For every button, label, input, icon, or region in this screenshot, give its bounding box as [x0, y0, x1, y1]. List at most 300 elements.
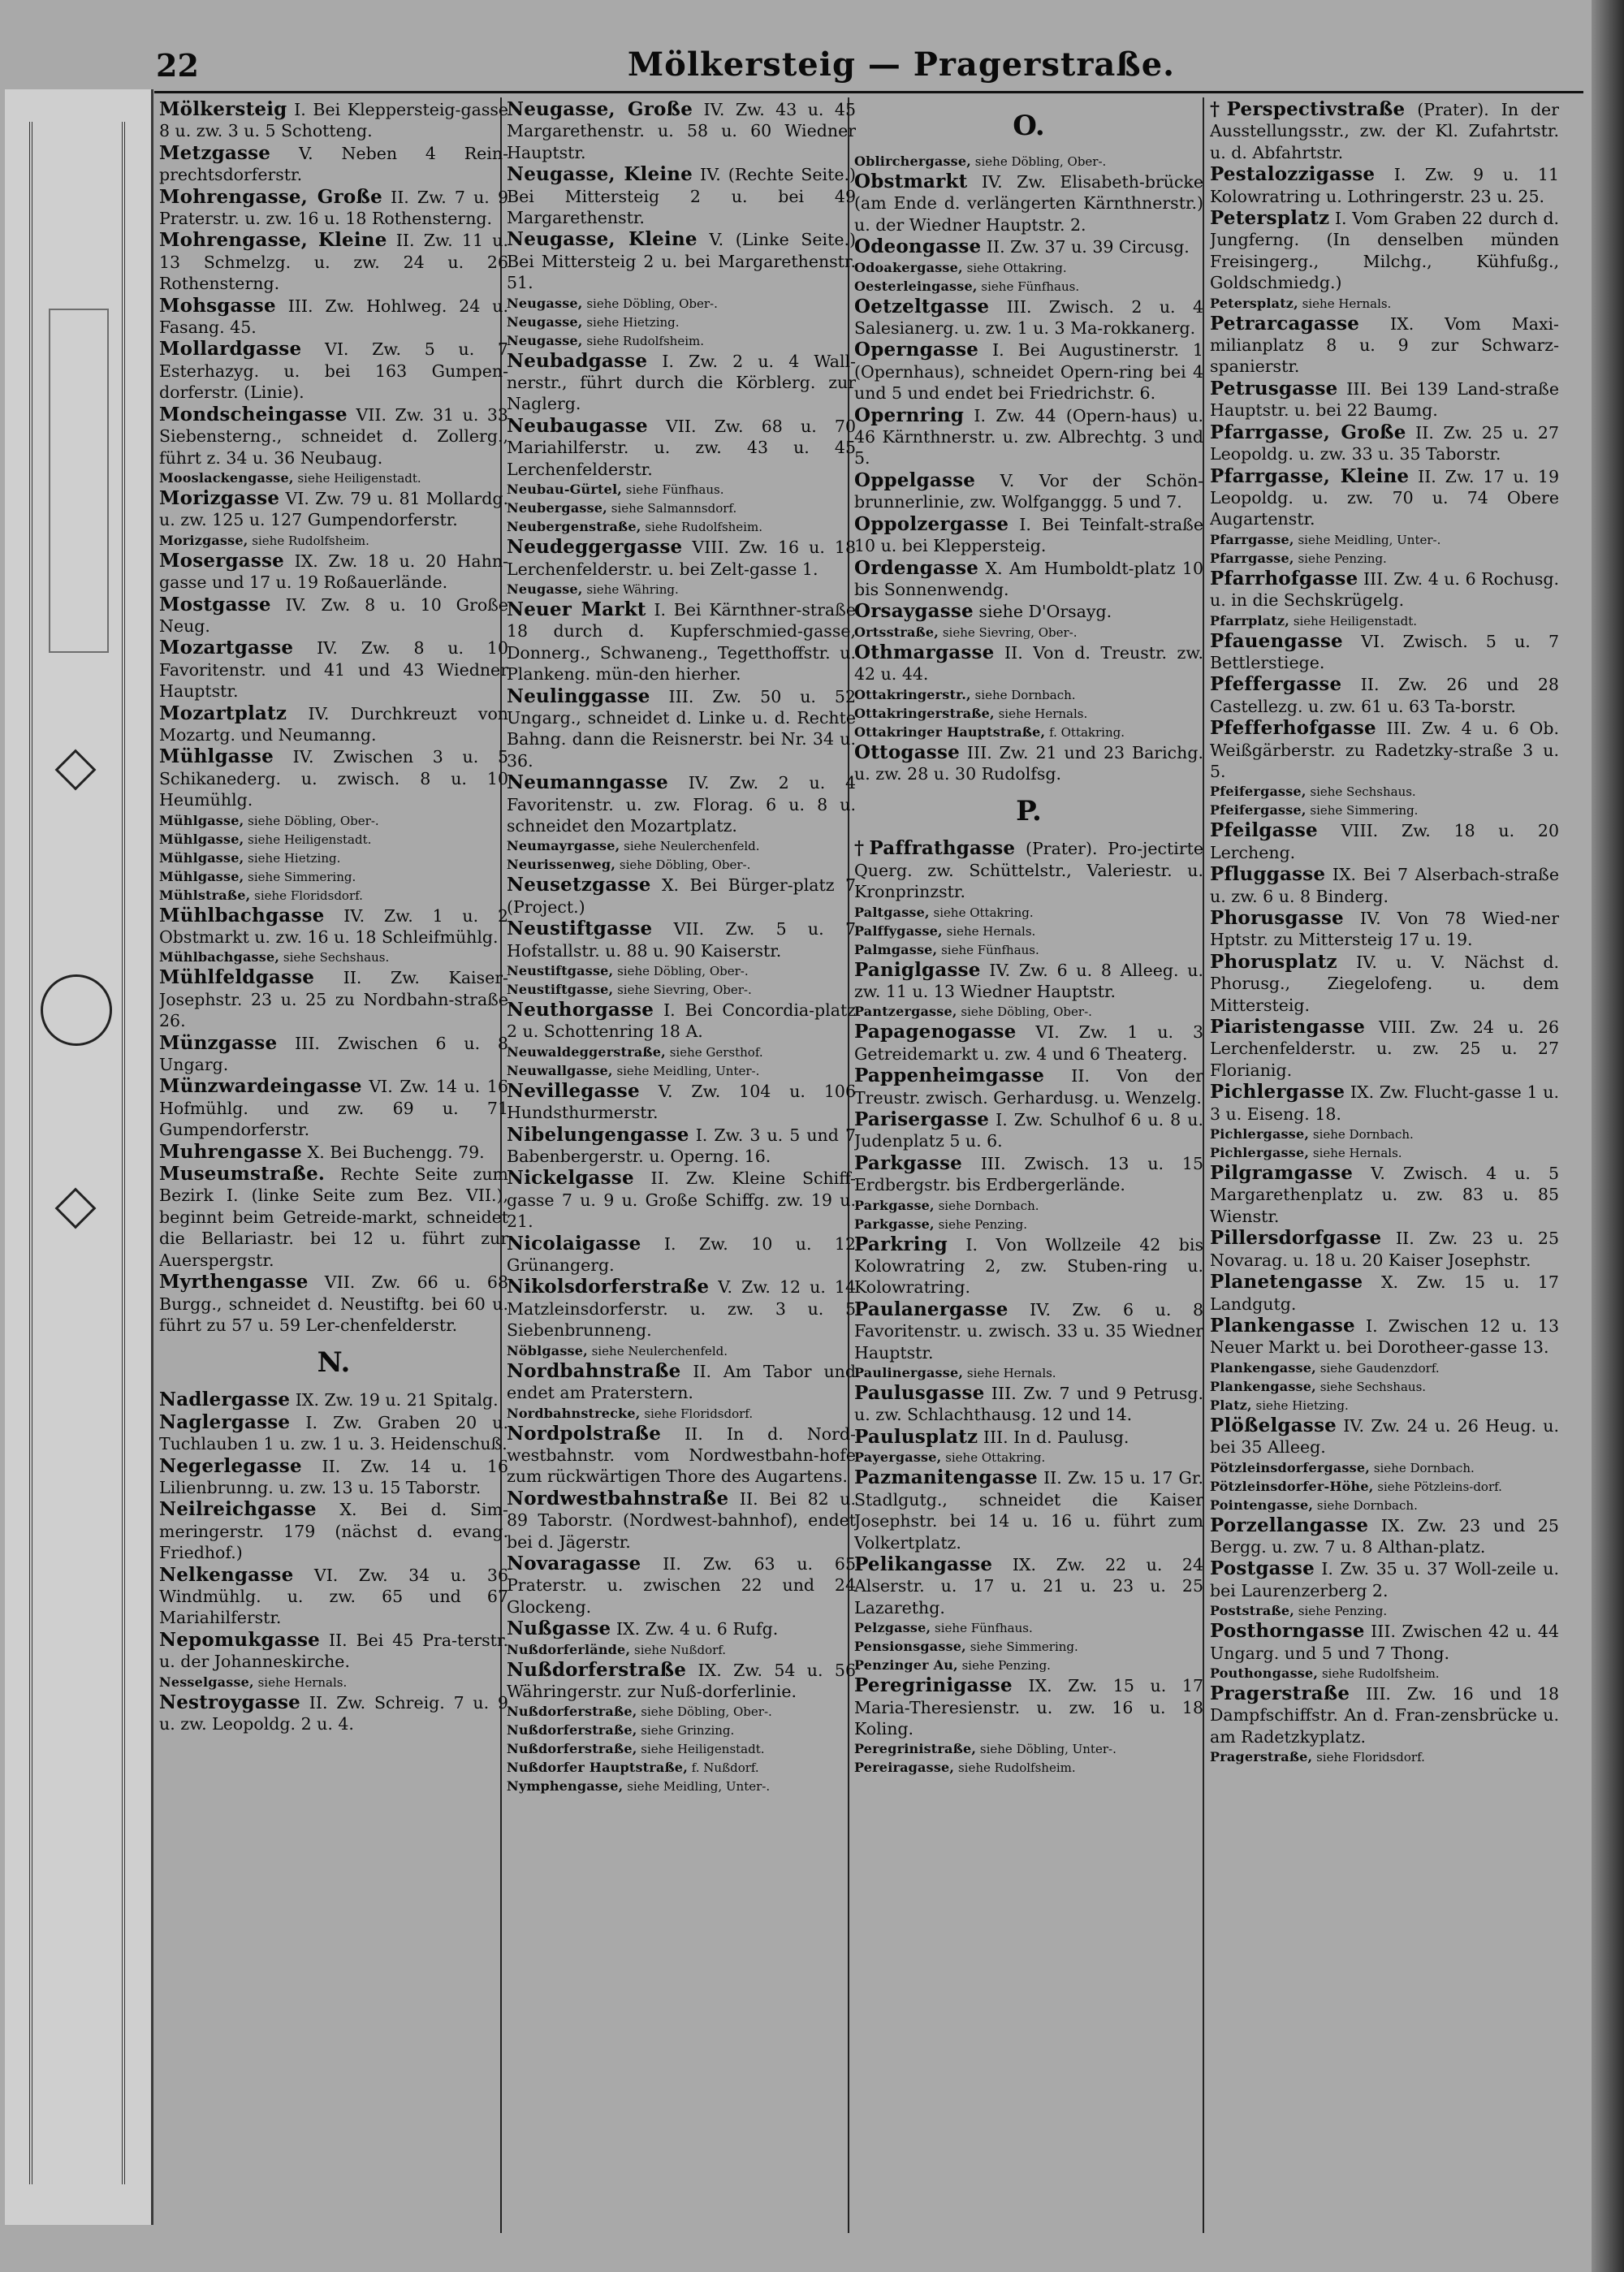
street-name: Postgasse [1210, 1557, 1315, 1580]
street-entry [854, 236, 1203, 257]
street-name: Palmgasse, [854, 941, 938, 957]
street-description: siehe Meidling, Unter-. [616, 1063, 760, 1078]
street-entry [1210, 99, 1559, 163]
street-name: Münzgasse [159, 1031, 278, 1054]
street-description: III. Zw. 4 u. 6 Rochusg. u. in die Sechskrügelg. [1210, 568, 1559, 611]
cross-reference-entry [1210, 1378, 1559, 1396]
street-description: I. Zw. 3 u. 5 und 7 Babenbergerstr. u. Operng. 16. [507, 1125, 856, 1167]
street-description: V. Zwisch. 4 u. 5 Margarethenplatz u. zw. 83 u. 85 Wienstr. [1210, 1164, 1559, 1226]
page-number: 22 [156, 47, 199, 84]
cross-reference-entry [1210, 801, 1559, 819]
street-name: Mohsgasse [159, 294, 276, 317]
header-rule [154, 91, 1583, 93]
street-description: III. Zw. 4 u. 6 Ob. Weißgärberstr. zu Radetzky-straße 3 u. 5. [1210, 719, 1559, 781]
column-3 [854, 99, 1203, 2227]
street-name: Opernring [854, 404, 965, 426]
street-description: siehe Dornbach. [1312, 1127, 1414, 1142]
street-description: siehe Pötzleins-dorf. [1377, 1479, 1502, 1494]
street-description: IV. Zw. 2 u. 4 Favoritenstr. u. zw. Florag. 6 u. 8 u. schneidet den Mozartplatz. [507, 773, 856, 836]
cross-reference-entry [507, 313, 856, 331]
street-description: II. Zw. 15 u. 17 Gr. Stadlgutg., schneidet die Kaiser Josephstr. bei 14 u. 16 u. führt zum Volkertplatz. [854, 1468, 1203, 1553]
street-name: Pelzgasse, [854, 1620, 931, 1636]
street-entry [159, 1389, 508, 1410]
street-entry [1210, 1228, 1559, 1271]
street-entry [507, 1488, 856, 1553]
street-name: Pappenheimgasse [854, 1065, 1045, 1087]
street-description: siehe Grinzing. [641, 1723, 735, 1739]
street-description: I. Von Wollzeile 42 bis Kolowratring 2, zw. Stuben-ring u. Kolowratring. [854, 1234, 1203, 1298]
street-name: Pragerstraße, [1210, 1749, 1313, 1765]
street-description: IX. Zw. 19 u. 21 Spitalg. [295, 1390, 499, 1410]
street-entry [1210, 164, 1559, 207]
cross-reference-entry [507, 332, 856, 350]
street-name: Nesselgasse, [159, 1674, 254, 1690]
street-entry [159, 1630, 508, 1673]
street-entry [159, 1076, 508, 1140]
street-entry [159, 1565, 508, 1629]
street-description: III. Zw. Hohlweg. 24 u. Fasang. 45. [159, 296, 508, 338]
street-name: Mühlstraße, [159, 887, 251, 903]
street-description: IV. Zw. 24 u. 26 Heug. u. bei 35 Alleeg. [1210, 1415, 1559, 1458]
street-description: IV. Zw. 6 u. 8 Favoritenstr. u. zwisch. 33 u. 35 Wiedner Hauptstr. [854, 1299, 1203, 1363]
street-description: siehe Penzing. [1298, 1604, 1388, 1619]
street-entry [1210, 1683, 1559, 1747]
street-name: Pilgramgasse [1210, 1162, 1354, 1185]
street-name: Nordbahnstrecke, [507, 1405, 641, 1421]
street-description: II. Zw. Schreig. 7 u. 9 u. zw. Leopoldg. 2 u. 4. [159, 1692, 508, 1734]
street-description: VI. Zw. 5 u. 7 Esterhazyg. u. bei 163 Gumpen-dorferstr. (Linie). [159, 339, 508, 403]
street-name: Operngasse [854, 339, 979, 361]
street-entry [159, 637, 508, 702]
street-entry [159, 99, 508, 142]
cross-reference-entry [854, 259, 1203, 277]
cross-reference-entry [854, 1619, 1203, 1637]
street-entry [507, 1276, 856, 1341]
cross-reference-entry [854, 278, 1203, 296]
street-name: Pfeffergasse [1210, 673, 1342, 696]
street-entry [1210, 864, 1559, 907]
street-name: Münzwardeingasse [159, 1075, 362, 1098]
street-description: IV. Zw. 8 u. 10 Favoritenstr. und 41 und 43 Wiedner Hauptstr. [159, 638, 508, 702]
street-name: Nepomukgasse [159, 1628, 320, 1651]
cross-reference-entry [854, 1364, 1203, 1382]
street-name: Pantzergasse, [854, 1004, 957, 1020]
street-name: Ottogasse [854, 741, 960, 763]
street-entry [507, 918, 856, 961]
street-name: Paulusplatz [854, 1425, 978, 1448]
street-entry [854, 405, 1203, 469]
street-entry [159, 488, 508, 531]
street-name: Paniglgasse [854, 958, 981, 981]
ornament-diamond-icon [55, 749, 97, 791]
street-entry [854, 1427, 1203, 1448]
street-name: Neubaugasse [507, 414, 648, 437]
street-description: siehe Neulerchenfeld. [624, 839, 760, 854]
street-entry [159, 230, 508, 294]
cross-reference-entry [854, 1638, 1203, 1656]
cross-reference-entry [854, 705, 1203, 723]
cross-reference-entry [159, 849, 508, 867]
section-letter: N. [317, 1346, 351, 1380]
street-entry [854, 514, 1203, 557]
street-name: Paulusgasse [854, 1382, 985, 1405]
street-entry [1210, 1272, 1559, 1315]
street-entry [1210, 313, 1559, 378]
street-description: siehe Penzing. [938, 1216, 1027, 1232]
cross-reference-entry [507, 1777, 856, 1795]
cross-reference-entry [507, 856, 856, 874]
street-description: VII. Zw. 5 u. 7 Hofstallstr. u. 88 u. 90 Kaiserstr. [507, 919, 856, 961]
street-name: Nadlergasse [159, 1389, 291, 1411]
street-description: f. Ottakring. [1049, 724, 1125, 740]
street-name: Plankengasse, [1210, 1359, 1316, 1376]
street-entry [854, 1153, 1203, 1196]
cross-reference-entry [854, 153, 1203, 171]
street-entry [854, 1675, 1203, 1739]
street-name: Neudeggergasse [507, 536, 683, 559]
street-entry [159, 143, 508, 186]
street-entry [159, 905, 508, 948]
street-description: siehe Hernals. [1302, 296, 1392, 311]
street-name: Parkgasse, [854, 1197, 935, 1213]
street-name: Plankengasse, [1210, 1378, 1316, 1394]
street-entry [507, 1168, 856, 1232]
street-name: Pötzleinsdorfer-Höhe, [1210, 1478, 1374, 1494]
street-description: I. Zw. 10 u. 12 Grünangerg. [507, 1233, 856, 1276]
street-description: III. Zw. 21 und 23 Barichg. u. zw. 28 u. 30 Rudolfsg. [854, 742, 1203, 784]
street-name: Ottakringerstraße, [854, 705, 995, 721]
street-entry [507, 351, 856, 415]
street-description: III. Zwischen 42 u. 44 Ungarg. und 5 und 7 Thong. [1210, 1622, 1559, 1663]
street-description: II. Zw. 14 u. 16 Lilienbrunng. u. zw. 13 u. 15 Taborstr. [159, 1456, 508, 1497]
street-entry [507, 99, 856, 163]
street-description: II. Zw. 25 u. 27 Leopoldg. u. zw. 33 u. 35 Taborstr. [1210, 422, 1559, 464]
street-name: Neugasse, [507, 313, 583, 330]
street-entry [1210, 1515, 1559, 1558]
street-description: II. Zw. 26 und 28 Castellezg. u. zw. 61 u. 63 Ta-borstr. [1210, 675, 1559, 716]
street-name: Pragerstraße [1210, 1682, 1350, 1704]
street-description: VI. Zw. 79 u. 81 Mollardg. u. zw. 125 u. 127 Gumpendorferstr. [159, 488, 508, 530]
street-name: Neustiftgasse, [507, 982, 614, 997]
street-name: Mühlgasse, [159, 868, 244, 884]
street-description: siehe Fünfhaus. [625, 482, 724, 498]
street-description: III. Zw. 50 u. 52 Ungarg., schneidet d. Linke u. d. Rechte Bahng. dann die Reisnerstr. bei Nr. 34 u. 36. [507, 686, 856, 771]
street-description: II. Zw. Kleine Schiff-gasse 7 u. 9 u. Große Schiffg. zw. 19 u. 21. [507, 1168, 856, 1232]
street-entry [507, 229, 856, 293]
street-entry [507, 1618, 856, 1639]
street-name: Mooslackengasse, [159, 469, 294, 486]
binding-frame [29, 122, 125, 2184]
street-description: siehe Heiligenstadt. [297, 470, 421, 486]
street-name: Odoakergasse, [854, 259, 963, 275]
street-entry [854, 1022, 1203, 1065]
street-description: IV. Zw. 43 u. 45 Margarethenstr. u. 58 u. 60 Wiedner Hauptstr. [507, 100, 856, 162]
ornament-diamond-icon [55, 1188, 97, 1229]
street-entry [159, 967, 508, 1031]
street-description: siehe Döbling, Ober-. [641, 1704, 772, 1720]
street-description: II. Von der Treustr. zwisch. Gerhardusg. u. Wenzelg. [854, 1066, 1203, 1108]
street-description: siehe Ottakring. [933, 905, 1034, 920]
street-name: Pichlergasse [1210, 1081, 1345, 1104]
cross-reference-entry [1210, 550, 1559, 568]
street-name: Neubau-Gürtel, [507, 482, 623, 498]
street-name: Neulinggasse [507, 685, 650, 707]
street-name: Neugasse, Kleine [507, 163, 693, 186]
street-entry [507, 164, 856, 228]
street-description: siehe Penzing. [1298, 551, 1387, 566]
street-name: Oblirchergasse, [854, 153, 972, 169]
street-description: III. Zwisch. 13 u. 15 Erdbergstr. bis Erdbergerlände. [854, 1153, 1203, 1195]
street-entry [854, 1065, 1203, 1108]
cross-reference-entry [1210, 1397, 1559, 1415]
street-entry [854, 1234, 1203, 1298]
cross-reference-entry [854, 941, 1203, 959]
street-name: Pfarrgasse, [1210, 550, 1294, 566]
street-description: siehe Währing. [586, 581, 679, 597]
street-name: Othmargasse [854, 641, 995, 663]
street-description: IX. Bei 7 Alserbach-straße u. zw. 6 u. 8 Binderg. [1210, 865, 1559, 906]
street-name: Neugasse, Große [507, 99, 693, 120]
street-name: Nicolaigasse [507, 1232, 641, 1255]
street-entry [507, 875, 856, 918]
street-description: siehe Meidling, Unter-. [1298, 532, 1441, 547]
street-name: Nordpolstraße [507, 1422, 662, 1445]
section-letter: O. [1013, 110, 1045, 142]
book-binding [5, 89, 153, 2225]
cross-reference-entry [1210, 1665, 1559, 1682]
street-name: Museumstraße. [159, 1163, 326, 1186]
street-name: Penzinger Au, [854, 1657, 958, 1674]
cross-reference-entry [507, 962, 856, 980]
street-name: Posthorngasse [1210, 1620, 1365, 1643]
street-entry [159, 594, 508, 637]
street-entry [1210, 422, 1559, 465]
street-name: Mühlgasse [159, 745, 274, 768]
cross-reference-entry [507, 981, 856, 999]
street-description: siehe Sievring, Ober-. [942, 624, 1078, 640]
street-name: Neugasse, Kleine [507, 228, 698, 251]
street-name: Pfeifergasse, [1210, 784, 1307, 800]
street-name: Pichlergasse, [1210, 1145, 1310, 1161]
street-entry [159, 1692, 508, 1735]
cross-reference-entry [507, 1703, 856, 1721]
street-name: Porzellangasse [1210, 1514, 1369, 1536]
street-description: II. Zw. 37 u. 39 Circusg. [986, 237, 1190, 257]
street-entry [1210, 1415, 1559, 1458]
street-description: siehe Hernals. [966, 1366, 1056, 1381]
cross-reference-entry [507, 1342, 856, 1360]
street-description: IV. Von 78 Wied-ner Hptstr. zu Mittersteig 17 u. 19. [1210, 909, 1559, 950]
street-entry [1210, 378, 1559, 421]
street-name: Nußdorferstraße, [507, 1722, 637, 1739]
street-name: Pfluggasse [1210, 863, 1326, 886]
street-name: Myrthengasse [159, 1271, 309, 1294]
street-name: Nußdorferstraße, [507, 1741, 637, 1757]
street-name: Neugasse, [507, 332, 583, 348]
street-name: Mozartplatz [159, 702, 287, 724]
street-description: X. Am Humboldt-platz 10 bis Sonnenwendg. [854, 558, 1203, 599]
street-description: I. Zw. Schulhof 6 u. 8 u. Judenplatz 5 u. 6. [854, 1110, 1203, 1151]
street-entry [1210, 208, 1559, 294]
street-description: siehe Floridsdorf. [644, 1406, 754, 1421]
street-description: X. Zw. 15 u. 17 Landgutg. [1210, 1272, 1559, 1314]
street-name: Nußgasse [507, 1618, 611, 1640]
cross-reference-entry [507, 481, 856, 499]
street-name: Neubadgasse [507, 349, 648, 372]
street-entry [1210, 1621, 1559, 1664]
street-entry [854, 1467, 1203, 1553]
cross-reference-entry [1210, 531, 1559, 549]
street-name: Parkring [854, 1233, 948, 1255]
street-name: Peregrinigasse [854, 1674, 1013, 1697]
cross-reference-entry [159, 887, 508, 905]
cross-reference-entry [1210, 295, 1559, 313]
street-description: IX. Zw. 22 u. 24 Alserstr. u. 17 u. 21 u. 23 u. 25 Lazarethg. [854, 1554, 1203, 1618]
street-name: Pouthongasse, [1210, 1665, 1319, 1681]
street-entry [507, 772, 856, 836]
street-description: X. Bei Bürger-platz 7 (Project.) [507, 875, 856, 917]
street-name: Neumayrgasse, [507, 838, 620, 854]
street-name: Mohrengasse, Große [159, 185, 382, 208]
cross-reference-entry [854, 1197, 1203, 1215]
street-name: Palffygasse, [854, 922, 943, 939]
street-description: siehe Sechshaus. [1310, 784, 1416, 800]
street-entry [507, 686, 856, 772]
cross-reference-entry [1210, 1359, 1559, 1377]
cross-reference-entry [854, 904, 1203, 922]
street-description: V. Zw. 104 u. 106 Hundsthurmerstr. [507, 1081, 856, 1123]
street-name: Ottakringer Hauptstraße, [854, 723, 1046, 740]
street-entry [507, 1125, 856, 1168]
street-entry [507, 1423, 856, 1488]
street-name: Nibelungengasse [507, 1123, 689, 1146]
street-entry [1210, 1082, 1559, 1125]
street-entry [507, 416, 856, 480]
street-description: siehe Sechshaus. [1320, 1379, 1427, 1394]
cross-reference-entry [507, 518, 856, 536]
street-entry [1210, 908, 1559, 951]
street-entry [854, 1109, 1203, 1152]
street-description: IV. (Rechte Seite.) Bei Mittersteig 2 u. bei 49 Margarethenstr. [507, 165, 856, 228]
street-description: siehe Nußdorf. [634, 1642, 727, 1657]
street-description: II. Zw. 11 u. 13 Schmelzg. u. zw. 24 u. 26 Rothensterng. [159, 231, 508, 294]
street-entry [507, 1000, 856, 1043]
street-name: Pichlergasse, [1210, 1126, 1310, 1142]
street-name: Pillersdorfgasse [1210, 1227, 1382, 1250]
street-name: Ordengasse [854, 556, 979, 579]
cross-reference-entry [1210, 1748, 1559, 1766]
street-name: Nußdorfer Hauptstraße, [507, 1760, 688, 1776]
cross-reference-entry [159, 831, 508, 849]
street-name: Morizgasse, [159, 532, 248, 548]
street-description: I. Zw. 35 u. 37 Woll-zeile u. bei Laurenzerberg 2. [1210, 1559, 1559, 1600]
street-name: Pereiragasse, [854, 1760, 955, 1776]
street-description: siehe Floridsdorf. [254, 888, 363, 903]
column-1 [159, 99, 508, 2227]
cross-reference-entry [507, 1740, 856, 1758]
street-description: siehe Salmannsdorf. [611, 501, 737, 516]
street-name: Plankengasse [1210, 1314, 1355, 1337]
street-description: IX. Zw. 18 u. 20 Hahn-gasse und 17 u. 19 Roßauerlände. [159, 551, 508, 593]
street-description: siehe Hietzing. [586, 314, 680, 330]
street-name: Parkgasse [854, 1151, 962, 1174]
street-description: siehe Meidling, Unter-. [627, 1779, 771, 1795]
street-entry [159, 1412, 508, 1455]
cross-reference-entry [507, 1062, 856, 1080]
street-description: siehe Dornbach. [974, 687, 1076, 702]
street-name: Neusetzgasse [507, 874, 651, 896]
street-description: siehe Döbling, Unter-. [979, 1742, 1116, 1757]
street-description: siehe Döbling, Ober-. [248, 813, 379, 828]
street-name: Obstmarkt [854, 171, 968, 192]
street-entry [854, 642, 1203, 685]
street-description: II. Zw. 23 u. 25 Novarag. u. 18 u. 20 Kaiser Josephstr. [1210, 1229, 1559, 1270]
street-description: IV. u. V. Nächst d. Phorusg., Ziegelofeng. u. dem Mittersteig. [1210, 952, 1559, 1015]
street-entry [854, 960, 1203, 1003]
cross-reference-entry [1210, 612, 1559, 630]
street-description: (Prater). Pro-jectirte Querg. zw. Schüttelstr., Valeriestr. u. Kronprinzstr. [854, 839, 1203, 902]
street-description: IV. Zw. 8 u. 10 Große Neug. [159, 594, 508, 636]
street-name: Neubergenstraße, [507, 519, 641, 535]
street-description: VIII. Zw. 24 u. 26 Lerchenfelderstr. u. zw. 25 u. 27 Florianig. [1210, 1017, 1559, 1080]
street-description: I. Bei Kärnthner-straße 18 durch d. Kupferschmied-gasse, Donnerg., Schwaneng., Tegetthoffstr. u. Plankeng. mün-den hierher. [507, 599, 856, 685]
street-name: Neilreichgasse [159, 1498, 317, 1521]
street-name: Pensionsgasse, [854, 1639, 966, 1655]
street-description: siehe Ottakring. [945, 1450, 1046, 1466]
street-name: Odeongasse [854, 235, 982, 258]
street-name: Mosergasse [159, 549, 285, 572]
street-name: Mühlbachgasse [159, 904, 325, 927]
street-entry [159, 1456, 508, 1499]
street-name: Muhrengasse [159, 1140, 303, 1163]
street-description: I. Zw. Graben 20 u. Tuchlauben 1 u. zw. 1 u. 3. Heidenschuß. [159, 1412, 508, 1454]
street-name: Parisergasse [854, 1108, 990, 1130]
cross-reference-entry [507, 1721, 856, 1739]
street-description: siehe Rudolfsheim. [645, 520, 762, 535]
column-2 [507, 99, 856, 2227]
street-description: I. Zwischen 12 u. 13 Neuer Markt u. bei Dorotheer-gasse 13. [1210, 1315, 1559, 1358]
street-name: Neubergasse, [507, 500, 607, 516]
street-description: II. Zw. 63 u. 65 Praterstr. u. zwischen 22 und 24 Glockeng. [507, 1553, 856, 1617]
street-description: siehe Hietzing. [1255, 1397, 1349, 1413]
street-description: siehe Simmering. [970, 1639, 1078, 1655]
street-description: siehe Hernals. [1312, 1146, 1402, 1161]
street-description: IV. Zwischen 3 u. 5 Schikanederg. u. zwisch. 8 u. 10 Heumühlg. [159, 747, 508, 810]
street-name: Nöblgasse, [507, 1342, 588, 1358]
street-entry [1210, 568, 1559, 611]
cross-reference-entry [159, 532, 508, 550]
street-description: siehe Döbling, Ober-. [586, 296, 718, 311]
street-name: Ottakringerstr., [854, 686, 971, 702]
street-description: siehe Döbling, Ober-. [619, 857, 751, 873]
street-description: I. Bei Kleppersteig-gasse 8 u. zw. 3 u. 5 Schotteng. [159, 100, 508, 141]
street-name: Neustiftgasse, [507, 963, 614, 978]
street-description: siehe Hernals. [257, 1674, 348, 1690]
street-name: Pelikangasse [854, 1553, 993, 1575]
street-name: Petersplatz [1210, 207, 1330, 230]
cross-reference-entry [1210, 1144, 1559, 1162]
street-description: siehe Dornbach. [1373, 1460, 1475, 1475]
street-description: III. Zw. 7 und 9 Petrusg. u. zw. Schlachthausg. 12 und 14. [854, 1384, 1203, 1425]
street-name: Mohrengasse, Kleine [159, 229, 387, 252]
street-description: V. Neben 4 Rein-prechtsdorferstr. [159, 143, 508, 185]
street-description: siehe Dornbach. [1316, 1497, 1418, 1513]
street-description: V. Vor der Schön-brunnerlinie, zw. Wolfganggg. 5 und 7. [854, 470, 1203, 512]
cross-reference-entry [159, 812, 508, 830]
street-name: Mozartgasse [159, 637, 294, 659]
street-description: siehe Penzing. [961, 1658, 1051, 1674]
street-description: X. Bei d. Sim-meringerstr. 179 (nächst d. evang. Friedhof.) [159, 1500, 508, 1563]
